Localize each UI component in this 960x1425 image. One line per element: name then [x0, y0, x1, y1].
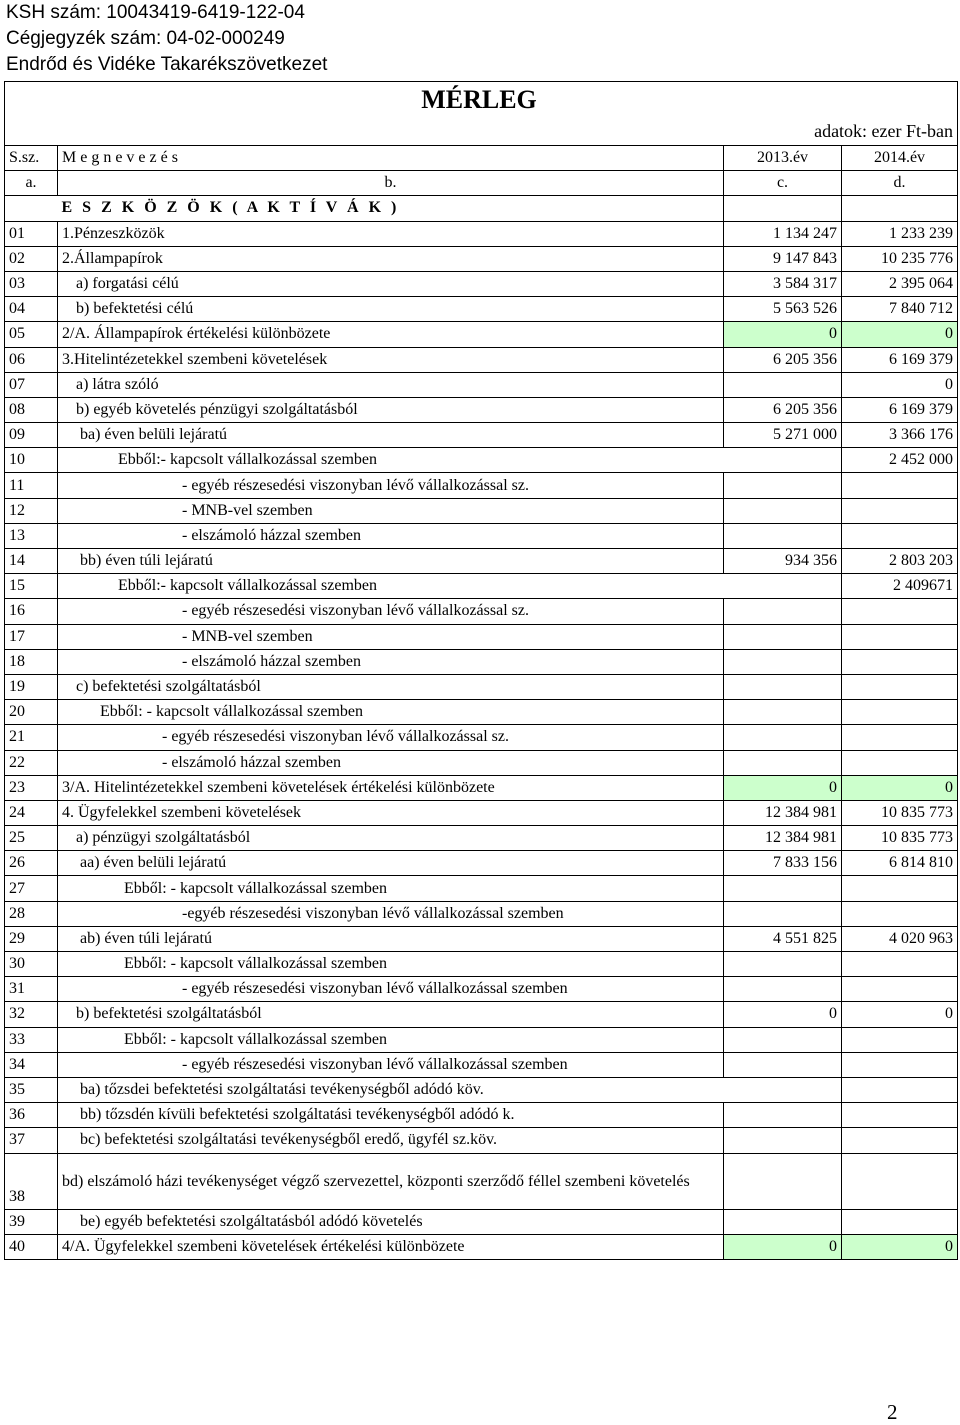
row-description: - egyéb részesedési viszonyban lévő vállalkozással szemben — [58, 977, 724, 1002]
row-value-2014: 6 169 379 — [842, 397, 958, 422]
row-value-2013 — [724, 1153, 842, 1209]
table-row — [5, 624, 958, 649]
table-row — [5, 372, 958, 397]
section-y1-cell — [724, 196, 842, 221]
row-ssz: 19 — [5, 674, 58, 699]
row-description: bd) elszámoló házi tevékenységet végző szervezettel, központi szerződő féllel szembeni követelés — [58, 1153, 724, 1209]
column-header-row — [5, 146, 958, 171]
table-row — [5, 473, 958, 498]
row-value-2014 — [842, 1052, 958, 1077]
section-row — [5, 196, 958, 221]
table-row — [5, 599, 958, 624]
row-ssz: 11 — [5, 473, 58, 498]
row-description: Ebből: - kapcsolt vállalkozással szemben — [58, 952, 724, 977]
row-value-2014 — [842, 750, 958, 775]
table-row — [5, 423, 958, 448]
row-value-2013: 5 563 526 — [724, 297, 842, 322]
row-description: ba) tőzsdei befektetési szolgáltatási tevékenységből adódó köv. — [58, 1077, 842, 1102]
row-value-2013 — [724, 952, 842, 977]
row-ssz: 28 — [5, 901, 58, 926]
row-description: - MNB-vel szemben — [58, 498, 724, 523]
row-ssz: 21 — [5, 725, 58, 750]
row-value-2014: 2 395 064 — [842, 271, 958, 296]
row-ssz: 25 — [5, 826, 58, 851]
row-description: - MNB-vel szemben — [58, 624, 724, 649]
row-ssz: 26 — [5, 851, 58, 876]
row-description: Ebből:- kapcsolt vállalkozással szemben — [58, 574, 842, 599]
row-description: - elszámoló házzal szemben — [58, 649, 724, 674]
row-description: ab) éven túli lejáratú — [58, 926, 724, 951]
row-ssz: 23 — [5, 775, 58, 800]
row-description: a) látra szóló — [58, 372, 724, 397]
table-row — [5, 800, 958, 825]
row-description: Ebből: - kapcsolt vállalkozással szemben — [58, 876, 724, 901]
table-row — [5, 926, 958, 951]
row-ssz: 12 — [5, 498, 58, 523]
row-value-2013 — [724, 1209, 842, 1234]
row-ssz: 08 — [5, 397, 58, 422]
row-ssz: 24 — [5, 800, 58, 825]
row-value-2014: 2 452 000 — [842, 448, 958, 473]
column-letter-row — [5, 171, 958, 196]
row-value-2013 — [724, 750, 842, 775]
row-value-2014 — [842, 523, 958, 548]
row-ssz: 16 — [5, 599, 58, 624]
ksh-number: KSH szám: 10043419-6419-122-04 — [6, 2, 305, 23]
row-description: - egyéb részesedési viszonyban lévő vállalkozással sz. — [58, 599, 724, 624]
row-value-2014: 6 814 810 — [842, 851, 958, 876]
row-value-2014 — [842, 901, 958, 926]
row-ssz: 14 — [5, 549, 58, 574]
row-value-2014: 10 835 773 — [842, 800, 958, 825]
table-row — [5, 1027, 958, 1052]
row-description: b) befektetési célú — [58, 297, 724, 322]
col-header-2014: 2014.év — [842, 146, 958, 171]
row-description: a) pénzügyi szolgáltatásból — [58, 826, 724, 851]
row-value-2013: 5 271 000 — [724, 423, 842, 448]
row-value-2013 — [724, 1027, 842, 1052]
row-description: 3/A. Hitelintézetekkel szembeni követelések értékelési különbözete — [58, 775, 724, 800]
col-letter-d: d. — [842, 171, 958, 196]
row-ssz: 02 — [5, 246, 58, 271]
row-description: 4. Ügyfelekkel szembeni követelések — [58, 800, 724, 825]
table-row — [5, 649, 958, 674]
row-value-2013: 9 147 843 — [724, 246, 842, 271]
table-row — [5, 977, 958, 1002]
col-header-2013: 2013.év — [724, 146, 842, 171]
row-value-2014 — [842, 876, 958, 901]
row-value-2013: 4 551 825 — [724, 926, 842, 951]
table-row — [5, 952, 958, 977]
table-row — [5, 322, 958, 347]
row-ssz: 03 — [5, 271, 58, 296]
row-description: 2.Állampapírok — [58, 246, 724, 271]
row-value-2014: 10 835 773 — [842, 826, 958, 851]
row-description: 1.Pénzeszközök — [58, 221, 724, 246]
row-description: Ebből: - kapcsolt vállalkozással szemben — [58, 700, 724, 725]
row-value-2013: 6 205 356 — [724, 347, 842, 372]
row-description: 4/A. Ügyfelekkel szembeni követelések értékelési különbözete — [58, 1234, 724, 1259]
table-row — [5, 297, 958, 322]
table-row — [5, 448, 958, 473]
row-value-2013 — [724, 498, 842, 523]
col-letter-c: c. — [724, 171, 842, 196]
row-value-2013 — [724, 901, 842, 926]
page-number: 2 — [887, 1400, 898, 1424]
table-row — [5, 851, 958, 876]
table-row — [5, 1052, 958, 1077]
col-header-description: M e g n e v e z é s — [58, 146, 724, 171]
row-value-2013 — [724, 876, 842, 901]
row-value-2013 — [724, 523, 842, 548]
row-value-2014 — [842, 674, 958, 699]
row-value-2013 — [724, 1052, 842, 1077]
row-value-2014: 0 — [842, 1234, 958, 1259]
row-value-2014 — [842, 1128, 958, 1153]
row-description: bb) tőzsdén kívüli befektetési szolgáltatási tevékenységből adódó k. — [58, 1103, 724, 1128]
table-row — [5, 523, 958, 548]
row-value-2014: 1 233 239 — [842, 221, 958, 246]
section-ssz-cell — [5, 196, 58, 221]
row-description: 3.Hitelintézetekkel szembeni követelések — [58, 347, 724, 372]
row-ssz: 22 — [5, 750, 58, 775]
row-value-2013: 0 — [724, 775, 842, 800]
row-description: b) befektetési szolgáltatásból — [58, 1002, 724, 1027]
col-header-ssz: S.sz. — [5, 146, 58, 171]
row-description: b) egyéb követelés pénzügyi szolgáltatásból — [58, 397, 724, 422]
table-row — [5, 574, 958, 599]
row-ssz: 31 — [5, 977, 58, 1002]
row-value-2013 — [724, 599, 842, 624]
row-value-2013: 3 584 317 — [724, 271, 842, 296]
balance-sheet-table — [4, 81, 958, 1260]
section-y2-cell — [842, 196, 958, 221]
row-ssz: 07 — [5, 372, 58, 397]
table-row — [5, 674, 958, 699]
row-ssz: 18 — [5, 649, 58, 674]
table-row — [5, 347, 958, 372]
row-value-2013 — [724, 725, 842, 750]
table-row — [5, 498, 958, 523]
table-row — [5, 397, 958, 422]
row-value-2013 — [724, 473, 842, 498]
row-value-2013 — [724, 372, 842, 397]
row-description: a) forgatási célú — [58, 271, 724, 296]
table-row — [5, 221, 958, 246]
row-ssz: 09 — [5, 423, 58, 448]
table-row — [5, 1209, 958, 1234]
row-ssz: 04 — [5, 297, 58, 322]
table-row — [5, 1077, 958, 1102]
row-ssz: 38 — [5, 1153, 58, 1209]
row-description: aa) éven belüli lejáratú — [58, 851, 724, 876]
title-row — [5, 82, 958, 118]
row-value-2014 — [842, 649, 958, 674]
row-description: - egyéb részesedési viszonyban lévő vállalkozással szemben — [58, 1052, 724, 1077]
row-value-2014: 4 020 963 — [842, 926, 958, 951]
row-value-2014: 2 803 203 — [842, 549, 958, 574]
row-value-2014: 0 — [842, 372, 958, 397]
row-value-2013: 0 — [724, 1234, 842, 1259]
table-row — [5, 271, 958, 296]
row-value-2013 — [724, 700, 842, 725]
row-value-2014 — [842, 1103, 958, 1128]
row-ssz: 06 — [5, 347, 58, 372]
table-row — [5, 549, 958, 574]
row-value-2013 — [724, 624, 842, 649]
row-ssz: 36 — [5, 1103, 58, 1128]
row-description: - egyéb részesedési viszonyban lévő vállalkozással sz. — [58, 473, 724, 498]
row-value-2014 — [842, 700, 958, 725]
row-ssz: 10 — [5, 448, 58, 473]
row-value-2013 — [724, 674, 842, 699]
row-value-2014: 7 840 712 — [842, 297, 958, 322]
row-ssz: 35 — [5, 1077, 58, 1102]
section-heading: E S Z K Ö Z Ö K ( A K T Í V Á K ) — [58, 196, 724, 221]
row-ssz: 20 — [5, 700, 58, 725]
page-title: MÉRLEG — [5, 82, 958, 118]
table-row — [5, 901, 958, 926]
row-value-2014 — [842, 952, 958, 977]
row-value-2014: 0 — [842, 775, 958, 800]
row-value-2014 — [842, 624, 958, 649]
row-value-2013: 12 384 981 — [724, 800, 842, 825]
row-ssz: 13 — [5, 523, 58, 548]
col-letter-a: a. — [5, 171, 58, 196]
unit-label: adatok: ezer Ft-ban — [5, 117, 958, 146]
row-ssz: 15 — [5, 574, 58, 599]
row-ssz: 01 — [5, 221, 58, 246]
row-ssz: 33 — [5, 1027, 58, 1052]
row-description: ba) éven belüli lejáratú — [58, 423, 724, 448]
table-row — [5, 1103, 958, 1128]
row-value-2014 — [842, 1077, 958, 1102]
row-value-2013 — [724, 1103, 842, 1128]
row-ssz: 39 — [5, 1209, 58, 1234]
row-ssz: 37 — [5, 1128, 58, 1153]
table-row — [5, 876, 958, 901]
col-letter-b: b. — [58, 171, 724, 196]
row-value-2014 — [842, 977, 958, 1002]
row-value-2013 — [724, 1128, 842, 1153]
row-value-2013: 6 205 356 — [724, 397, 842, 422]
row-description: - elszámoló házzal szemben — [58, 750, 724, 775]
row-description: - elszámoló házzal szemben — [58, 523, 724, 548]
row-value-2013: 1 134 247 — [724, 221, 842, 246]
row-value-2014: 6 169 379 — [842, 347, 958, 372]
row-description: Ebből:- kapcsolt vállalkozással szemben — [58, 448, 842, 473]
row-ssz: 17 — [5, 624, 58, 649]
row-value-2014 — [842, 498, 958, 523]
row-value-2013: 0 — [724, 1002, 842, 1027]
row-ssz: 30 — [5, 952, 58, 977]
row-value-2014 — [842, 473, 958, 498]
company-name: Endrőd és Vidéke Takarékszövetkezet — [6, 54, 328, 75]
row-description: c) befektetési szolgáltatásból — [58, 674, 724, 699]
company-registration-number: Cégjegyzék szám: 04-02-000249 — [6, 28, 285, 49]
row-ssz: 05 — [5, 322, 58, 347]
row-value-2014 — [842, 1153, 958, 1209]
row-value-2013: 7 833 156 — [724, 851, 842, 876]
row-ssz: 34 — [5, 1052, 58, 1077]
row-description: -egyéb részesedési viszonyban lévő vállalkozással szemben — [58, 901, 724, 926]
table-row — [5, 700, 958, 725]
row-value-2014: 2 409671 — [842, 574, 958, 599]
row-value-2014 — [842, 1027, 958, 1052]
row-value-2013 — [724, 649, 842, 674]
row-value-2014: 0 — [842, 1002, 958, 1027]
table-row — [5, 1128, 958, 1153]
row-ssz: 40 — [5, 1234, 58, 1259]
row-value-2014: 0 — [842, 322, 958, 347]
row-description: - egyéb részesedési viszonyban lévő vállalkozással sz. — [58, 725, 724, 750]
row-description: bb) éven túli lejáratú — [58, 549, 724, 574]
table-row — [5, 1234, 958, 1259]
row-description: 2/A. Állampapírok értékelési különbözete — [58, 322, 724, 347]
row-value-2014 — [842, 725, 958, 750]
table-row — [5, 1153, 958, 1209]
row-ssz: 32 — [5, 1002, 58, 1027]
row-description: bc) befektetési szolgáltatási tevékenységből eredő, ügyfél sz.köv. — [58, 1128, 724, 1153]
row-value-2013: 934 356 — [724, 549, 842, 574]
row-description: be) egyéb befektetési szolgáltatásból adódó követelés — [58, 1209, 724, 1234]
row-value-2013: 0 — [724, 322, 842, 347]
table-row — [5, 775, 958, 800]
table-row — [5, 246, 958, 271]
row-value-2013 — [724, 977, 842, 1002]
table-row — [5, 725, 958, 750]
row-description: Ebből: - kapcsolt vállalkozással szemben — [58, 1027, 724, 1052]
row-ssz: 29 — [5, 926, 58, 951]
row-ssz: 27 — [5, 876, 58, 901]
row-value-2014: 3 366 176 — [842, 423, 958, 448]
row-value-2014: 10 235 776 — [842, 246, 958, 271]
row-value-2014 — [842, 599, 958, 624]
row-value-2013: 12 384 981 — [724, 826, 842, 851]
table-row — [5, 826, 958, 851]
row-value-2014 — [842, 1209, 958, 1234]
unit-row — [5, 117, 958, 146]
table-row — [5, 1002, 958, 1027]
table-row — [5, 750, 958, 775]
